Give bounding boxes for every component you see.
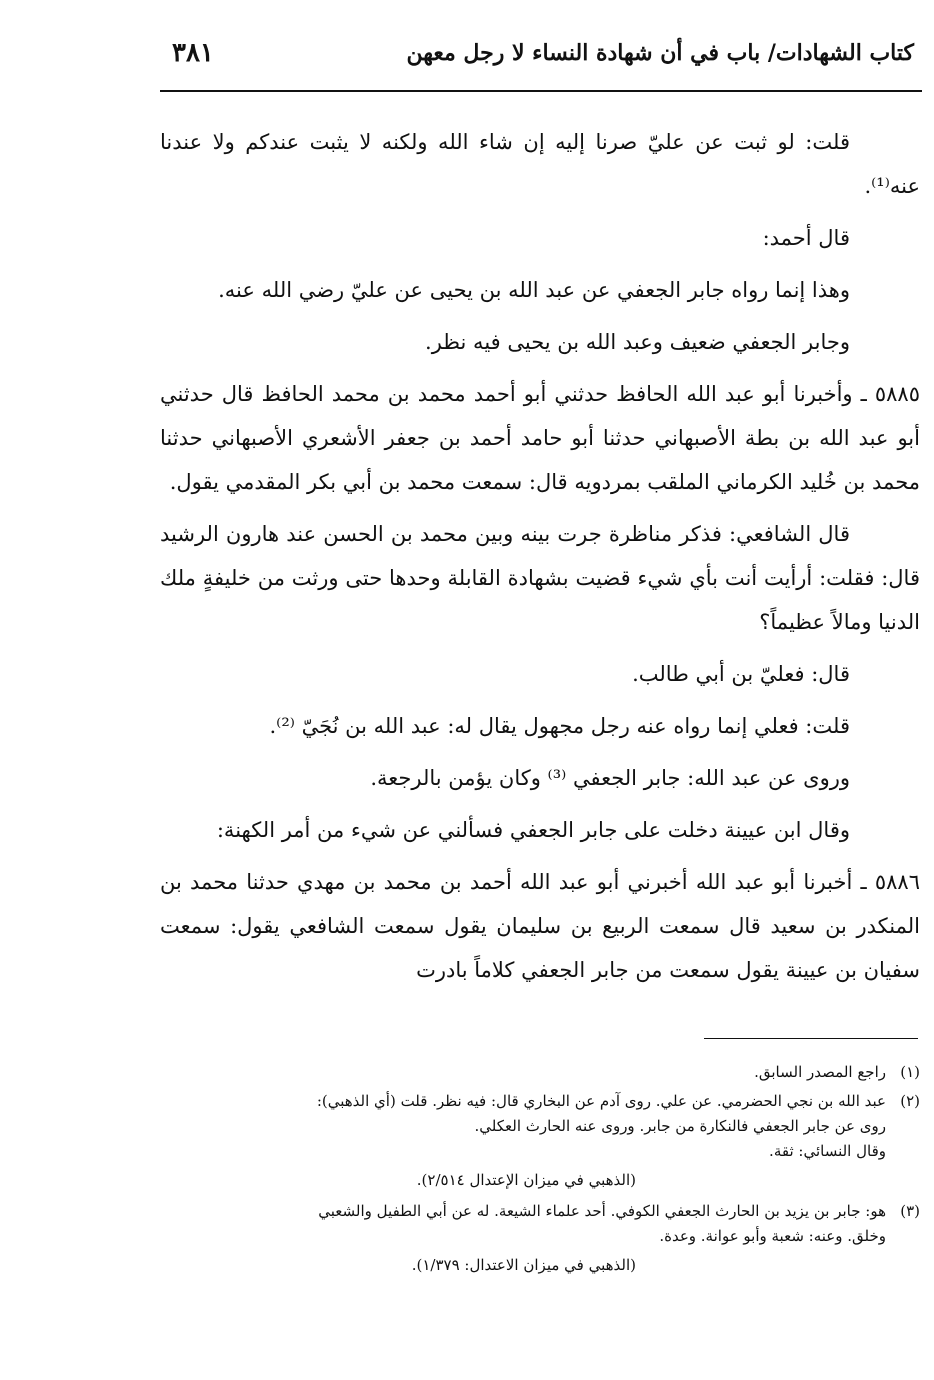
footnote-text: راجع المصدر السابق. bbox=[754, 1063, 886, 1081]
paragraph: قلت: فعلي إنما رواه عنه رجل مجهول يقال له: عبد الله بن نُجَيّ ⁽²⁾. bbox=[269, 714, 850, 738]
paragraph: وروى عن عبد الله: جابر الجعفي ⁽³⁾ وكان يؤمن بالرجعة. bbox=[370, 766, 850, 790]
footnote-divider bbox=[704, 1038, 918, 1039]
footnote-3 bbox=[160, 1199, 920, 1278]
main-text bbox=[160, 120, 920, 1000]
footnote-2 bbox=[160, 1089, 920, 1193]
footnote-number: (١) bbox=[900, 1063, 920, 1081]
hadith-5886: ٥٨٨٦ ـ أخبرنا أبو عبد الله أخبرني أبو عبد الله أحمد بن محمد بن مهدي حدثنا محمد بن المنكدر بن سعيد قال سمعت الربيع بن سليمان يقول سمعت الشافعي يقول: سمعت سفيان بن عيينة يقول سمعت من جابر الجعفي كلاماً بادرت bbox=[160, 870, 920, 982]
footnote-continuation: روى عن جابر الجعفي فالنكارة من جابر. وروى عنه الحارث العكلي. bbox=[474, 1117, 886, 1135]
header-divider bbox=[160, 90, 922, 92]
footnote-source: (الذهبي في ميزان الإعتدال ٢/٥١٤). bbox=[416, 1171, 636, 1189]
footnotes bbox=[160, 1060, 920, 1284]
footnote-source: (الذهبي في ميزان الاعتدال: ١/٣٧٩). bbox=[411, 1256, 636, 1274]
footnote-continuation: وخلق. وعنه: شعبة وأبو عوانة. وعدة. bbox=[659, 1227, 886, 1245]
page-number: ٣٨١ bbox=[172, 38, 214, 68]
running-header-title: كتاب الشهادات/ باب في أن شهادة النساء لا رجل معهن bbox=[406, 40, 914, 66]
footnote-continuation: وقال النسائي: ثقة. bbox=[769, 1142, 886, 1160]
paragraph: وقال ابن عيينة دخلت على جابر الجعفي فسألني عن شيء من أمر الكهنة: bbox=[216, 818, 850, 842]
paragraph: قال أحمد: bbox=[762, 226, 850, 250]
footnote-1 bbox=[160, 1060, 920, 1085]
footnote-number: (٢) bbox=[900, 1092, 920, 1110]
paragraph: قال الشافعي: فذكر مناظرة جرت بينه وبين محمد بن الحسن عند هارون الرشيد قال: فقلت: أرأيت أنت بأي شيء قضيت بشهادة القابلة وحدها حتى ورثت من خليفةٍ ملك الدنيا ومالاً عظيماً؟ bbox=[160, 522, 920, 634]
paragraph: قال: فعليّ بن أبي طالب. bbox=[632, 662, 850, 686]
paragraph: قلت: لو ثبت عن عليّ صرنا إليه إن شاء الله ولكنه لا يثبت عندكم ولا عندنا عنه⁽¹⁾. bbox=[160, 130, 920, 198]
footnote-number: (٣) bbox=[900, 1202, 920, 1220]
footnote-text: عبد الله بن نجي الحضرمي. عن علي. روى آدم عن البخاري قال: فيه نظر. قلت (أي الذهبي): bbox=[316, 1092, 886, 1110]
paragraph: وهذا إنما رواه جابر الجعفي عن عبد الله بن يحيى عن عليّ رضي الله عنه. bbox=[218, 278, 850, 302]
hadith-5885: ٥٨٨٥ ـ وأخبرنا أبو عبد الله الحافظ حدثني أبو أحمد محمد بن محمد الحافظ قال حدثني أبو عبد الله بن بطة الأصبهاني حدثنا أبو حامد أحمد بن جعفر الأشعري الأصبهاني حدثنا محمد بن خُليد الكرماني الملقب بمردويه قال: سمعت محمد بن أبي بكر المقدمي يقول. bbox=[160, 382, 920, 494]
footnote-text: هو: جابر بن يزيد بن الحارث الجعفي الكوفي. أحد علماء الشيعة. له عن أبي الطفيل والشعبي bbox=[318, 1202, 886, 1220]
paragraph: وجابر الجعفي ضعيف وعبد الله بن يحيى فيه نظر. bbox=[425, 330, 850, 354]
